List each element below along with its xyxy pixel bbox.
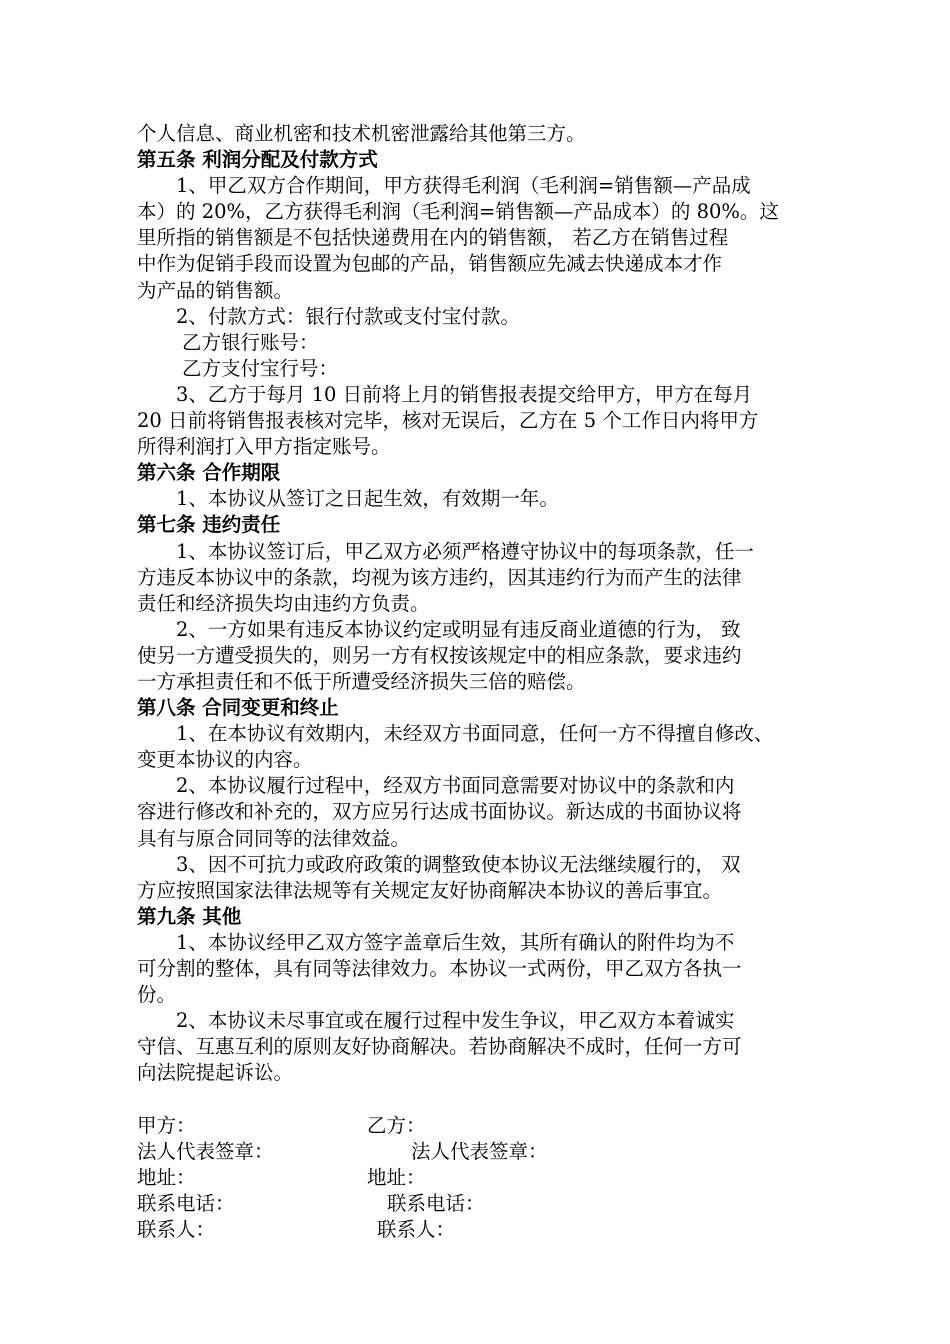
- paragraph-line: 方应按照国家法律法规等有关规定友好协商解决本协议的善后事宜。: [137, 878, 723, 902]
- paragraph-line: 一方承担责任和不低于所遭受经济损失三倍的赔偿。: [137, 669, 586, 693]
- paragraph-line: 所得利润打入甲方指定账号。: [137, 435, 391, 459]
- paragraph-line: 向法院提起诉讼。: [137, 1061, 294, 1085]
- paragraph-line: 20 日前将销售报表核对完毕，核对无误后，乙方在 5 个工作日内将甲方: [137, 409, 759, 433]
- signature-row: [137, 1165, 827, 1191]
- paragraph-line: 1、本协议从签订之日起生效，有效期一年。: [176, 487, 559, 511]
- paragraph-line: 1、本协议签订后，甲乙双方必须严格遵守协议中的每项条款，任一: [176, 539, 754, 563]
- party-b-field: 法人代表签章：: [411, 1139, 548, 1163]
- paragraph-line: 2、本协议未尽事宜或在履行过程中发生争议，甲乙双方本着诚实: [176, 1009, 735, 1033]
- paragraph-line: 使另一方遭受损失的，则另一方有权按该规定中的相应条款，要求违约: [137, 643, 742, 667]
- paragraph-line: 本）的 20%，乙方获得毛利润（毛利润=销售额—产品成本）的 80%。这: [137, 200, 779, 224]
- signature-row: [137, 1191, 827, 1217]
- section-heading: 第六条 合作期限: [137, 461, 281, 485]
- signature-row: [137, 1217, 827, 1243]
- paragraph-line: 方违反本协议中的条款，均视为该方违约，因其违约行为而产生的法律: [137, 565, 742, 589]
- party-b-field: 联系人：: [377, 1217, 456, 1241]
- paragraph-line: 中作为促销手段而设置为包邮的产品，销售额应先减去快递成本才作: [137, 252, 723, 276]
- field-line: 乙方支付宝行号：: [182, 356, 339, 380]
- paragraph-line: 具有与原合同同等的法律效益。: [137, 826, 411, 850]
- party-b-field: 地址：: [367, 1165, 426, 1189]
- paragraph-line: 责任和经济损失均由违约方负责。: [137, 591, 430, 615]
- paragraph-line: 3、乙方于每月 10 日前将上月的销售报表提交给甲方，甲方在每月: [176, 382, 753, 406]
- signature-row: [137, 1139, 827, 1165]
- paragraph-line: 2、本协议履行过程中，经双方书面同意需要对协议中的条款和内: [176, 774, 735, 798]
- paragraph-line: 份。: [137, 983, 177, 1007]
- paragraph-line: 个人信息、商业机密和技术机密泄露给其他第三方。: [137, 122, 586, 145]
- signature-row: [137, 1113, 827, 1139]
- paragraph-line: 容进行修改和补充的，双方应另行达成书面协议。新达成的书面协议将: [137, 800, 742, 824]
- section-heading: 第九条 其他: [137, 904, 242, 928]
- paragraph-line: 守信、互惠互利的原则友好协商解决。若协商解决不成时，任何一方可: [137, 1035, 742, 1059]
- party-a-field: 法人代表签章：: [137, 1139, 274, 1163]
- paragraph-line: 变更本协议的内容。: [137, 748, 313, 772]
- party-a-field: 联系人：: [137, 1217, 216, 1241]
- paragraph-line: 3、因不可抗力或政府政策的调整致使本协议无法继续履行的， 双: [176, 852, 741, 876]
- party-a-field: 甲方：: [137, 1113, 196, 1137]
- section-heading: 第七条 违约责任: [137, 513, 281, 537]
- signature-block: [137, 1113, 827, 1243]
- paragraph-line: 2、付款方式：银行付款或支付宝付款。: [176, 304, 520, 328]
- paragraph-line: 2、一方如果有违反本协议约定或明显有违反商业道德的行为， 致: [176, 617, 741, 641]
- contract-body: [137, 121, 827, 1086]
- field-line: 乙方银行账号：: [182, 330, 319, 354]
- paragraph-line: 里所指的销售额是不包括快递费用在内的销售额， 若乙方在销售过程: [137, 226, 729, 250]
- paragraph-line: 1、在本协议有效期内，未经双方书面同意，任何一方不得擅自修改、: [176, 722, 774, 746]
- paragraph-line: 1、本协议经甲乙双方签字盖章后生效，其所有确认的附件均为不: [176, 930, 735, 954]
- party-a-field: 联系电话：: [137, 1191, 235, 1215]
- party-b-field: 乙方：: [367, 1113, 426, 1137]
- paragraph-line: 为产品的销售额。: [137, 278, 294, 302]
- paragraph-line: 可分割的整体，具有同等法律效力。本协议一式两份，甲乙双方各执一: [137, 957, 742, 980]
- document-page: [137, 121, 827, 1243]
- paragraph-line: 1、甲乙双方合作期间，甲方获得毛利润（毛利润=销售额—产品成: [176, 174, 751, 198]
- section-heading: 第五条 利润分配及付款方式: [137, 148, 378, 172]
- spacer: [137, 1086, 827, 1112]
- party-a-field: 地址：: [137, 1165, 196, 1189]
- section-heading: 第八条 合同变更和终止: [137, 696, 339, 720]
- party-b-field: 联系电话：: [387, 1191, 485, 1215]
